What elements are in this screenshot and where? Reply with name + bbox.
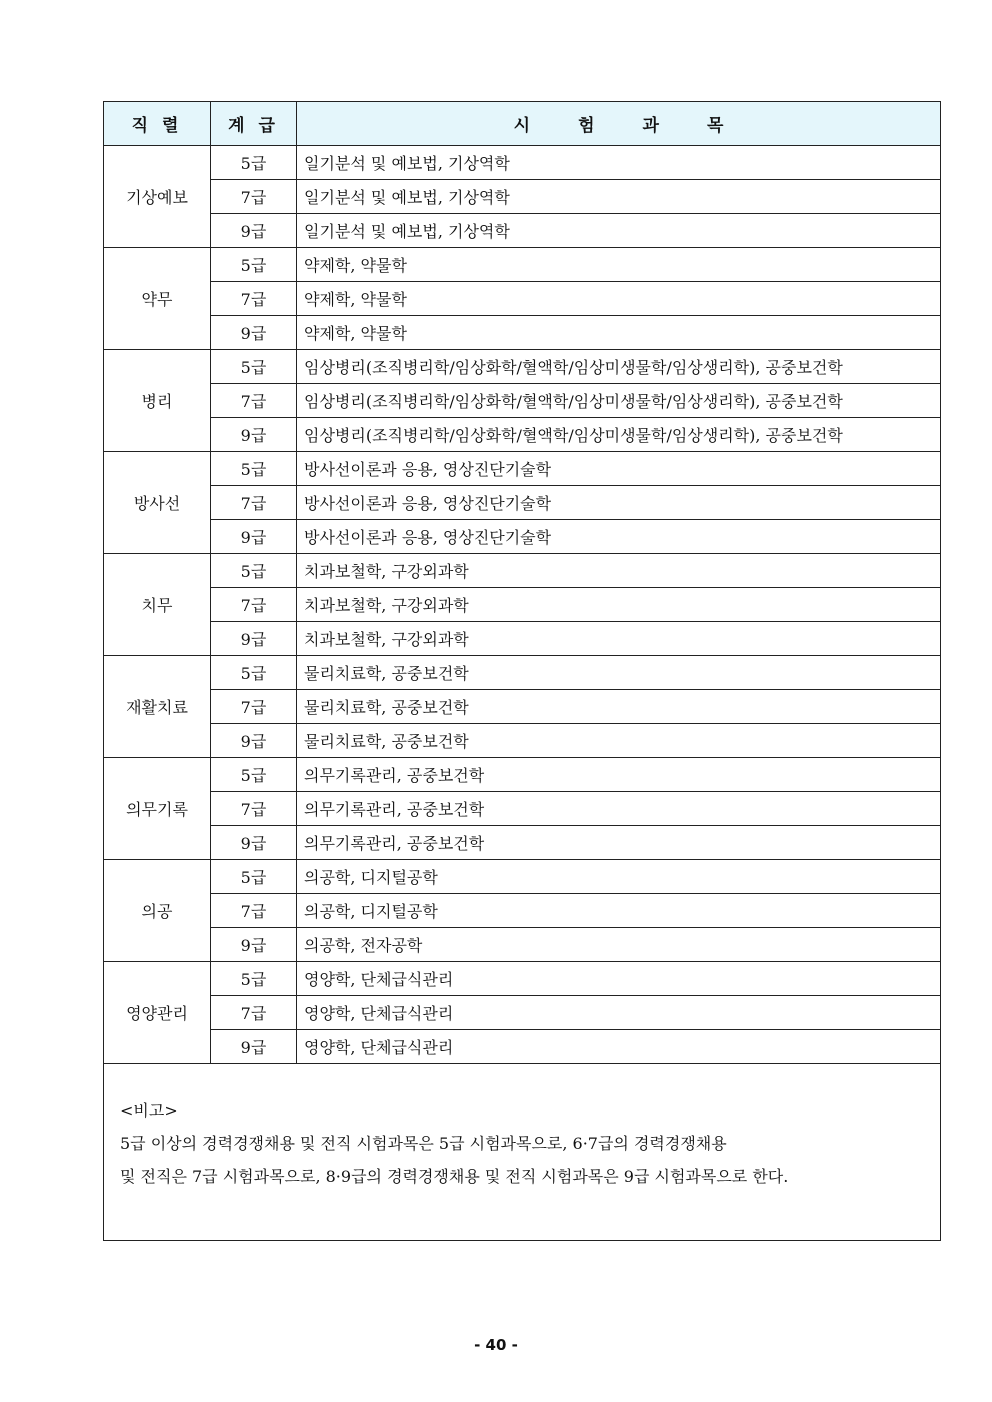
table-row: [104, 520, 941, 554]
note-line-1: 5급 이상의 경력경쟁채용 및 전직 시험과목은 5급 시험과목으로, 6·7급의 경력경쟁채용: [120, 1134, 727, 1153]
grade-cell: 7급: [211, 180, 297, 214]
table-row: [104, 146, 941, 180]
subjects-cell: 의공학, 전자공학: [297, 928, 941, 962]
table-row: [104, 724, 941, 758]
header-row: [104, 102, 941, 146]
table-row: [104, 418, 941, 452]
subjects-cell: 약제학, 약물학: [297, 248, 941, 282]
table-row: [104, 758, 941, 792]
grade-cell: 9급: [211, 928, 297, 962]
grade-cell: 7급: [211, 792, 297, 826]
grade-cell: 5급: [211, 146, 297, 180]
table-row: [104, 350, 941, 384]
note-title: <비고>: [120, 1101, 178, 1120]
grade-cell: 5급: [211, 656, 297, 690]
table-row: [104, 452, 941, 486]
note-line-2: 및 전직은 7급 시험과목으로, 8·9급의 경력경쟁채용 및 전직 시험과목은 9급 시험과목으로 한다.: [120, 1167, 789, 1186]
table-row: [104, 282, 941, 316]
table-row: [104, 826, 941, 860]
table-row: [104, 384, 941, 418]
header-subjects-char: 과: [642, 116, 659, 136]
subjects-cell: 물리치료학, 공중보건학: [297, 724, 941, 758]
note-row: [104, 1064, 941, 1241]
exam-subject-table: [103, 101, 941, 1241]
header-subjects-char: 시: [513, 116, 531, 136]
subjects-cell: 영양학, 단체급식관리: [297, 1030, 941, 1064]
subjects-cell: 방사선이론과 응용, 영상진단기술학: [297, 486, 941, 520]
grade-cell: 5급: [211, 758, 297, 792]
grade-cell: 5급: [211, 554, 297, 588]
subjects-cell: 약제학, 약물학: [297, 282, 941, 316]
grade-cell: 9급: [211, 520, 297, 554]
table-row: [104, 996, 941, 1030]
grade-cell: 7급: [211, 486, 297, 520]
grade-cell: 5급: [211, 248, 297, 282]
table-row: [104, 690, 941, 724]
job-series-cell: 병리: [104, 350, 211, 452]
table-row: [104, 656, 941, 690]
subjects-cell: 임상병리(조직병리학/임상화학/혈액학/임상미생물학/임상생리학), 공중보건학: [297, 418, 941, 452]
subjects-cell: 방사선이론과 응용, 영상진단기술학: [297, 520, 941, 554]
grade-cell: 9급: [211, 1030, 297, 1064]
subjects-cell: 임상병리(조직병리학/임상화학/혈액학/임상미생물학/임상생리학), 공중보건학: [297, 384, 941, 418]
note-cell: [104, 1064, 941, 1241]
subjects-cell: 의공학, 디지털공학: [297, 894, 941, 928]
grade-cell: 7급: [211, 690, 297, 724]
grade-cell: 7급: [211, 894, 297, 928]
job-series-cell: 기상예보: [104, 146, 211, 248]
grade-cell: 7급: [211, 384, 297, 418]
grade-cell: 5급: [211, 860, 297, 894]
table-row: [104, 894, 941, 928]
job-series-cell: 의무기록: [104, 758, 211, 860]
subjects-cell: 치과보철학, 구강외과학: [297, 554, 941, 588]
table-row: [104, 792, 941, 826]
subjects-cell: 영양학, 단체급식관리: [297, 962, 941, 996]
subjects-cell: 의공학, 디지털공학: [297, 860, 941, 894]
grade-cell: 9급: [211, 826, 297, 860]
table-row: [104, 1030, 941, 1064]
grade-cell: 7급: [211, 282, 297, 316]
subjects-cell: 일기분석 및 예보법, 기상역학: [297, 146, 941, 180]
subjects-cell: 치과보철학, 구강외과학: [297, 622, 941, 656]
subjects-cell: 약제학, 약물학: [297, 316, 941, 350]
job-series-cell: 치무: [104, 554, 211, 656]
subjects-cell: 영양학, 단체급식관리: [297, 996, 941, 1030]
subjects-cell: 의무기록관리, 공중보건학: [297, 758, 941, 792]
header-subjects-char: 험: [578, 116, 595, 136]
job-series-cell: 재활치료: [104, 656, 211, 758]
grade-cell: 7급: [211, 996, 297, 1030]
subjects-cell: 일기분석 및 예보법, 기상역학: [297, 214, 941, 248]
table-row: [104, 316, 941, 350]
grade-cell: 5급: [211, 962, 297, 996]
subjects-cell: 물리치료학, 공중보건학: [297, 690, 941, 724]
subjects-cell: 물리치료학, 공중보건학: [297, 656, 941, 690]
grade-cell: 9급: [211, 724, 297, 758]
subjects-cell: 의무기록관리, 공중보건학: [297, 826, 941, 860]
table-row: [104, 860, 941, 894]
job-series-cell: 의공: [104, 860, 211, 962]
table-row: [104, 214, 941, 248]
table-row: [104, 928, 941, 962]
grade-cell: 7급: [211, 588, 297, 622]
grade-cell: 9급: [211, 622, 297, 656]
page-number: - 40 -: [474, 1336, 518, 1354]
grade-cell: 9급: [211, 214, 297, 248]
grade-cell: 5급: [211, 452, 297, 486]
table-body: [104, 146, 941, 1064]
grade-cell: 9급: [211, 418, 297, 452]
table-row: [104, 486, 941, 520]
subjects-cell: 치과보철학, 구강외과학: [297, 588, 941, 622]
header-subjects: [297, 102, 941, 146]
table-row: [104, 588, 941, 622]
header-grade: 계 급: [211, 102, 297, 146]
table-row: [104, 248, 941, 282]
job-series-cell: 약무: [104, 248, 211, 350]
job-series-cell: 방사선: [104, 452, 211, 554]
grade-cell: 9급: [211, 316, 297, 350]
table-row: [104, 180, 941, 214]
subjects-cell: 의무기록관리, 공중보건학: [297, 792, 941, 826]
subjects-cell: 임상병리(조직병리학/임상화학/혈액학/임상미생물학/임상생리학), 공중보건학: [297, 350, 941, 384]
job-series-cell: 영양관리: [104, 962, 211, 1064]
header-job: 직 렬: [104, 102, 211, 146]
table-row: [104, 622, 941, 656]
table-row: [104, 554, 941, 588]
table-row: [104, 962, 941, 996]
grade-cell: 5급: [211, 350, 297, 384]
subjects-cell: 방사선이론과 응용, 영상진단기술학: [297, 452, 941, 486]
subjects-cell: 일기분석 및 예보법, 기상역학: [297, 180, 941, 214]
header-subjects-char: 목: [706, 116, 724, 136]
